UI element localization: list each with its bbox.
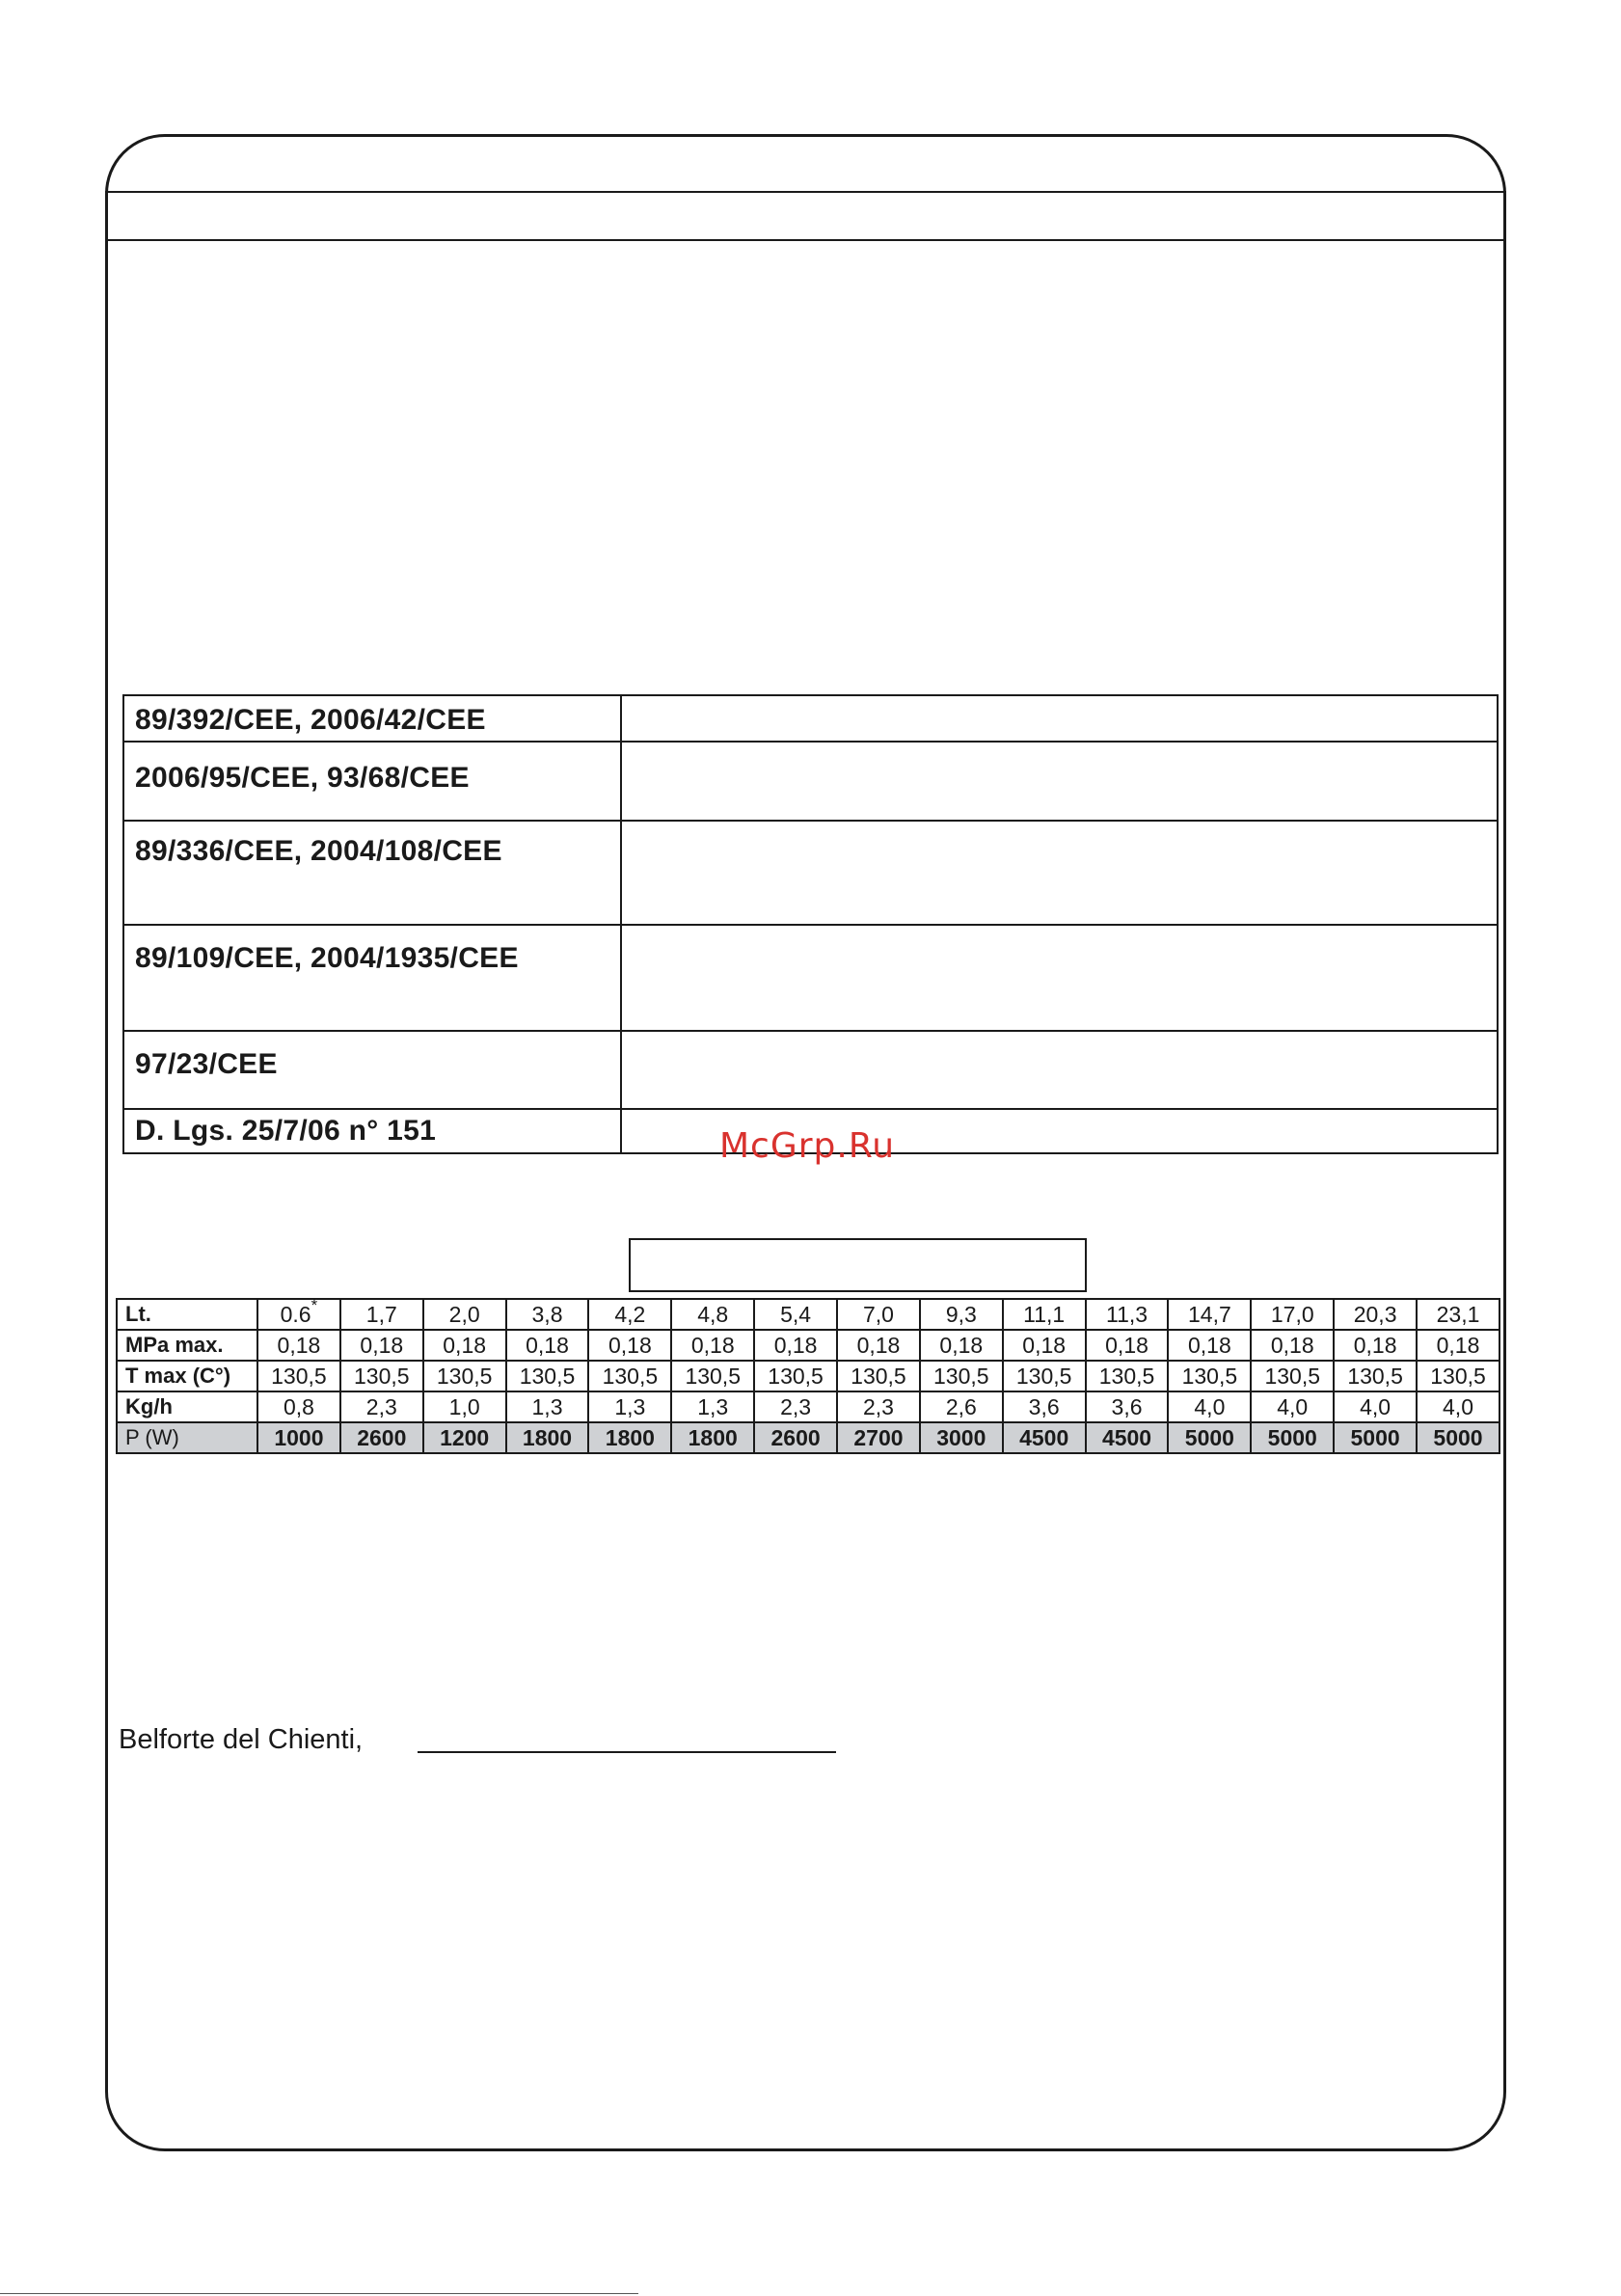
spec-cell [257,1361,340,1391]
spec-cell [1086,1330,1169,1361]
spec-value: 130,5 [685,1364,741,1389]
directive-label: 89/336/CEE, 2004/108/CEE [123,821,621,925]
spec-cell [1251,1391,1334,1422]
spec-cell [340,1299,423,1330]
spec-value: 0,8 [283,1394,314,1419]
spec-value: 2,0 [448,1302,480,1327]
spec-cell [423,1299,506,1330]
directive-description [621,821,1498,925]
spec-value: 0,18 [1270,1333,1314,1358]
spec-value: 5000 [1433,1425,1483,1450]
spec-value: 0,18 [690,1333,735,1358]
spec-cell [257,1330,340,1361]
header-rule-bottom [105,239,1506,241]
spec-cell [588,1299,671,1330]
spec-value: 0,18 [1353,1333,1397,1358]
spec-cell [754,1299,837,1330]
spec-value: 4,0 [1360,1394,1391,1419]
spec-row [117,1361,1499,1391]
spec-cell [1168,1422,1251,1453]
spec-cell [1168,1330,1251,1361]
spec-cell [506,1299,589,1330]
spec-cell [423,1422,506,1453]
spec-row [117,1391,1499,1422]
spec-cell [671,1422,754,1453]
spec-cell [588,1391,671,1422]
spec-value: 0,18 [1022,1333,1067,1358]
spec-value: 130,5 [1181,1364,1238,1389]
spec-cell [588,1361,671,1391]
spec-cell [257,1422,340,1453]
spec-cell [1003,1361,1086,1391]
table-title-box [629,1238,1087,1292]
spec-row [117,1422,1499,1453]
spec-cell [1086,1391,1169,1422]
spec-cell [506,1391,589,1422]
directive-description [621,695,1498,742]
spec-cell [423,1361,506,1391]
spec-value: 130,5 [354,1364,410,1389]
spec-cell [423,1391,506,1422]
directive-description [621,925,1498,1031]
spec-cell [920,1299,1003,1330]
directive-label: D. Lgs. 25/7/06 n° 151 [123,1109,621,1153]
spec-value: 11,1 [1023,1302,1066,1327]
spec-value: 0,18 [773,1333,818,1358]
spec-value: 23,1 [1436,1302,1480,1327]
spec-cell [920,1361,1003,1391]
spec-cell [920,1422,1003,1453]
spec-value: 4500 [1019,1425,1069,1450]
spec-row [117,1330,1499,1361]
spec-cell [1251,1299,1334,1330]
spec-cell [671,1299,754,1330]
spec-value: 4500 [1101,1425,1152,1450]
spec-value: 17,0 [1270,1302,1314,1327]
spec-cell [1168,1361,1251,1391]
spec-cell [754,1391,837,1422]
spec-value: 2600 [357,1425,407,1450]
spec-cell [754,1330,837,1361]
spec-cell [754,1361,837,1391]
spec-cell [920,1391,1003,1422]
spec-cell [588,1422,671,1453]
spec-cell [588,1330,671,1361]
spec-value: 1000 [274,1425,324,1450]
spec-value: 0,18 [360,1333,404,1358]
directives-table [122,694,1499,1154]
spec-value: 20,3 [1353,1302,1397,1327]
spec-value: 130,5 [768,1364,824,1389]
spec-cell [1417,1299,1499,1330]
spec-value: 130,5 [1015,1364,1072,1389]
spec-row-header: T max (C°) [117,1361,257,1391]
spec-row-header: Kg/h [117,1391,257,1422]
spec-value: 1,7 [365,1302,397,1327]
spec-value: 1,3 [614,1394,646,1419]
directive-row [123,695,1498,742]
specs-table [116,1298,1500,1454]
footer-rule [0,2293,638,2294]
spec-row-header: Lt. [117,1299,257,1330]
spec-value: 0,18 [443,1333,487,1358]
spec-value: 0,18 [526,1333,569,1358]
spec-cell [1003,1299,1086,1330]
spec-value: 130,5 [271,1364,327,1389]
spec-cell [1003,1422,1086,1453]
directive-row [123,925,1498,1031]
spec-value: 2600 [770,1425,821,1450]
spec-value: 4,0 [1443,1394,1473,1419]
spec-cell [1334,1361,1417,1391]
spec-value: 1800 [605,1425,655,1450]
spec-value: 1800 [522,1425,573,1450]
spec-cell [837,1422,920,1453]
spec-value: 4,0 [1194,1394,1226,1419]
spec-value: 2,3 [365,1394,397,1419]
spec-cell [340,1361,423,1391]
spec-cell [1251,1330,1334,1361]
spec-cell [257,1296,340,1330]
spec-value: 0,18 [277,1333,321,1358]
spec-cell [506,1422,589,1453]
spec-value: 1,3 [531,1394,563,1419]
spec-cell [671,1361,754,1391]
watermark: McGrp.Ru [719,1126,896,1166]
spec-value: 3000 [936,1425,986,1450]
spec-value: 3,6 [1111,1394,1143,1419]
spec-value: 0,18 [1436,1333,1480,1358]
spec-cell [1417,1361,1499,1391]
spec-value: 130,5 [519,1364,576,1389]
spec-value: 5,4 [780,1302,812,1327]
spec-value: 2,3 [862,1394,894,1419]
spec-value: 130,5 [933,1364,989,1389]
spec-value: 1,3 [697,1394,729,1419]
directive-description [621,742,1498,821]
spec-row [117,1299,1499,1330]
place-label: Belforte del Chienti, [119,1724,364,1755]
spec-value: 130,5 [1264,1364,1321,1389]
spec-cell [1086,1361,1169,1391]
spec-value: 130,5 [1430,1364,1486,1389]
spec-cell [1086,1422,1169,1453]
spec-value: 1200 [440,1425,490,1450]
spec-cell [1003,1330,1086,1361]
spec-cell [1168,1391,1251,1422]
spec-value: 0,18 [939,1333,984,1358]
spec-row-header: P (W) [117,1422,257,1453]
spec-cell [837,1330,920,1361]
spec-value: 5000 [1267,1425,1317,1450]
spec-cell [340,1422,423,1453]
spec-value: 130,5 [1098,1364,1155,1389]
spec-value: 7,0 [862,1302,894,1327]
spec-cell [1334,1422,1417,1453]
spec-cell [1334,1391,1417,1422]
spec-value: 11,3 [1105,1302,1148,1327]
spec-cell [257,1391,340,1422]
spec-value: 130,5 [602,1364,659,1389]
spec-value: 3,6 [1028,1394,1060,1419]
spec-cell [1168,1299,1251,1330]
spec-cell [837,1391,920,1422]
spec-value: 3,8 [531,1302,563,1327]
spec-value: 1,0 [448,1394,480,1419]
spec-value: 0,18 [608,1333,652,1358]
directive-row [123,1031,1498,1109]
spec-cell [1417,1422,1499,1453]
spec-cell [340,1330,423,1361]
spec-cell [506,1330,589,1361]
spec-value: 9,3 [945,1302,977,1327]
directive-description [621,1031,1498,1109]
spec-value: 14,7 [1188,1302,1231,1327]
spec-value: 0,18 [856,1333,901,1358]
spec-value: 4,8 [697,1302,729,1327]
spec-value: 4,2 [614,1302,646,1327]
spec-cell [506,1361,589,1391]
directive-label: 97/23/CEE [123,1031,621,1109]
spec-cell [423,1330,506,1361]
spec-value: 0,18 [1105,1333,1148,1358]
directive-label: 89/392/CEE, 2006/42/CEE [123,695,621,742]
header-rule-top [105,191,1506,193]
spec-value: 130,5 [1347,1364,1403,1389]
spec-cell [837,1361,920,1391]
spec-value: 130,5 [851,1364,906,1389]
spec-cell [1003,1391,1086,1422]
spec-cell [1334,1330,1417,1361]
spec-cell [671,1330,754,1361]
spec-value: 2,3 [780,1394,812,1419]
spec-cell [1251,1361,1334,1391]
spec-cell [837,1299,920,1330]
spec-value: 2700 [853,1425,904,1450]
spec-row-header: MPa max. [117,1330,257,1361]
spec-value: 130,5 [436,1364,493,1389]
spec-cell [1334,1299,1417,1330]
directive-row [123,821,1498,925]
spec-cell [1086,1299,1169,1330]
spec-value: 2,6 [945,1394,977,1419]
date-signature-line [418,1751,836,1753]
spec-value: 4,0 [1277,1394,1309,1419]
spec-cell [1251,1422,1334,1453]
spec-cell [754,1422,837,1453]
spec-value: 1800 [688,1425,738,1450]
spec-cell [1417,1391,1499,1422]
spec-cell [671,1391,754,1422]
spec-value: 5000 [1184,1425,1234,1450]
directive-label: 2006/95/CEE, 93/68/CEE [123,742,621,821]
spec-cell [920,1330,1003,1361]
spec-value: 5000 [1350,1425,1400,1450]
spec-value: 0,18 [1188,1333,1231,1358]
spec-value: 0.6 [280,1302,311,1327]
spec-cell [340,1391,423,1422]
footnote-asterisk: * [311,1296,318,1315]
directive-label: 89/109/CEE, 2004/1935/CEE [123,925,621,1031]
directive-row [123,742,1498,821]
spec-cell [1417,1330,1499,1361]
